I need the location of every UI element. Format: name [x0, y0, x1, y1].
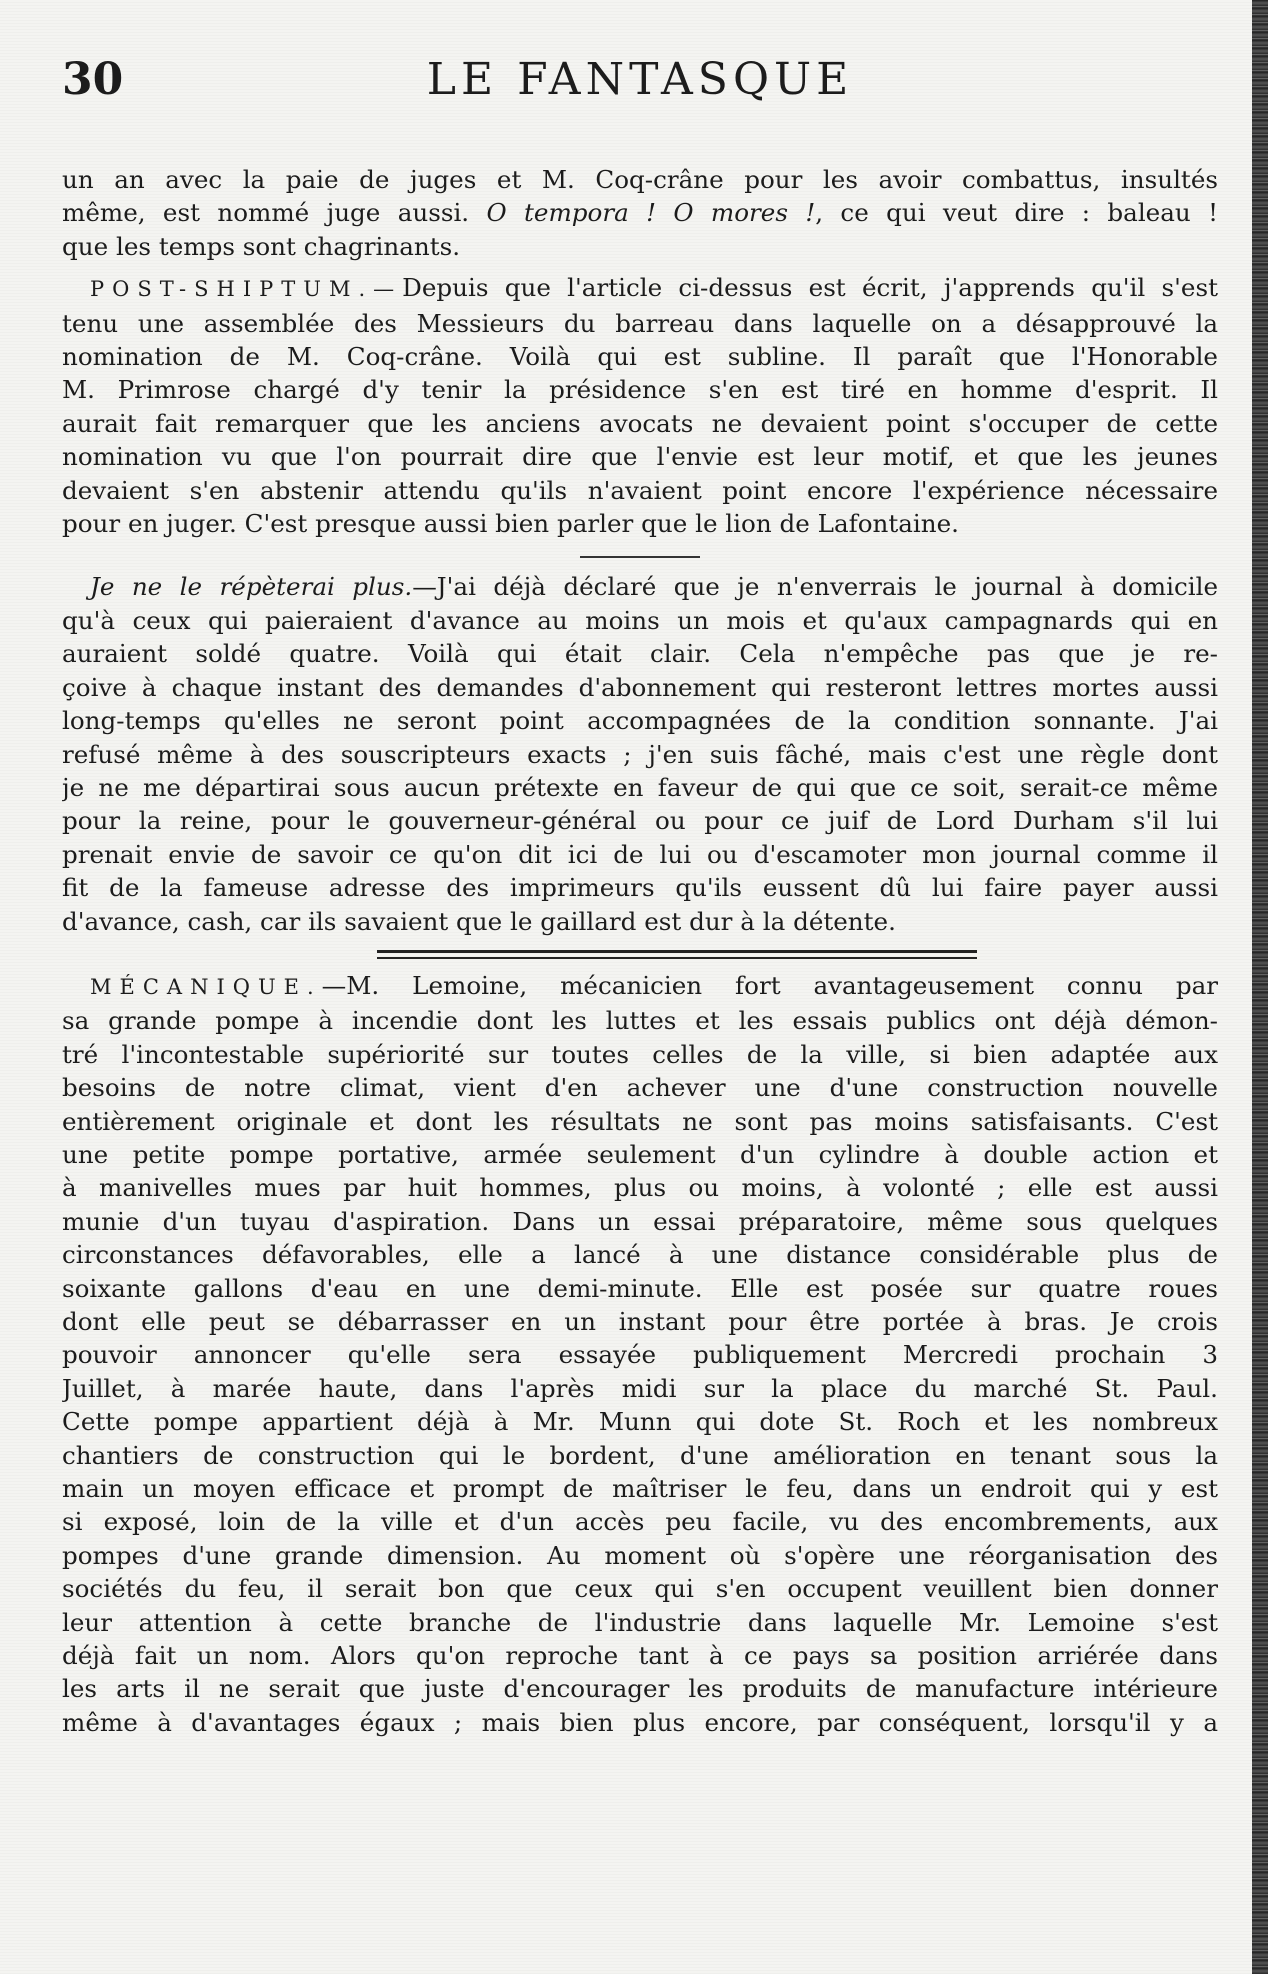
- article-line: besoins de notre climat, vient d'en achever une d'une construction nouvelle: [62, 1073, 1218, 1103]
- article-line: soixante gallons d'eau en une demi-minute. Elle est posée sur quatre roues: [62, 1273, 1218, 1303]
- page-number: 30: [62, 54, 124, 105]
- postscript-line: tenu une assemblée des Messieurs du barreau dans laquelle on a désapprouvé la: [62, 308, 1218, 338]
- article-line: pompes d'une grande dimension. Au moment où s'opère une réorganisation des: [62, 1540, 1218, 1570]
- article-line: pouvoir annoncer qu'elle sera essayée publiquement Mercredi prochain 3: [62, 1340, 1218, 1370]
- article-line: [62, 196, 1218, 229]
- postscript-line: nomination vu que l'on pourrait dire que l'envie est leur motif, et que les jeunes: [62, 442, 1218, 472]
- article-line: prenait envie de savoir ce qu'on dit ici de lui ou d'escamoter mon journal comme il: [62, 839, 1218, 869]
- article-line: long-temps qu'elles ne seront point accompagnées de la condition sonnante. J'ai: [62, 706, 1218, 736]
- article-line: les arts il ne serait que juste d'encourager les produits de manufacture intérieure: [62, 1674, 1218, 1704]
- article-line: si exposé, loin de la ville et d'un accès peu facile, vu des encombrements, aux: [62, 1507, 1218, 1537]
- article-first-line: MÉCANIQUE.—M. Lemoine, mécanicien fort avantageusement connu par: [90, 970, 1218, 1000]
- postscript-first-line: POST-SHIPTUM.—Depuis que l'article ci-dessus est écrit, j'apprends qu'il s'est: [90, 273, 1218, 303]
- section-divider: [580, 556, 700, 558]
- article-line: une petite pompe portative, armée seulement d'un cylindre à double action et: [62, 1139, 1218, 1169]
- article-line: entièrement originale et dont les résultats ne sont pas moins satisfaisants. C'est: [62, 1106, 1218, 1136]
- article-line: chantiers de construction qui le bordent, d'une amélioration en tenant sous la: [62, 1440, 1218, 1470]
- article-line: à manivelles mues par huit hommes, plus ou moins, à volonté ; elle est aussi: [62, 1173, 1218, 1203]
- article-line: Juillet, à marée haute, dans l'après midi sur la place du marché St. Paul.: [62, 1373, 1218, 1403]
- article-line: refusé même à des souscripteurs exacts ; j'en suis fâché, mais c'est une règle dont: [62, 739, 1218, 769]
- postscript-line: M. Primrose chargé d'y tenir la présidence s'en est tiré en homme d'esprit. Il: [62, 375, 1218, 405]
- article-line: Cette pompe appartient déjà à Mr. Munn qui dote St. Roch et les nombreux: [62, 1407, 1218, 1437]
- article-line: fit de la fameuse adresse des imprimeurs qu'ils eussent dû lui faire payer aussi: [62, 873, 1218, 903]
- article-line: sociétés du feu, il serait bon que ceux qui s'en occupent veuillent bien donner: [62, 1574, 1218, 1604]
- masthead-title: LE FANTASQUE: [426, 54, 854, 105]
- article-lead: MÉCANIQUE.: [90, 974, 322, 999]
- article-line: que les temps sont chagrinants.: [62, 231, 461, 261]
- article-line: çoive à chaque instant des demandes d'abonnement qui resteront lettres mortes aussi: [62, 672, 1218, 702]
- article-line: auraient soldé quatre. Voilà qui était clair. Cela n'empêche pas que je re-: [62, 639, 1218, 669]
- article-subscriptions: [62, 570, 1218, 937]
- article-line: dont elle peut se débarrasser en un instant pour être portée à bras. Je crois: [62, 1307, 1218, 1336]
- postscript: [62, 271, 1218, 540]
- page-header: [62, 0, 1218, 110]
- article-mechanics: [62, 969, 1218, 1739]
- article-line: leur attention à cette branche de l'industrie dans laquelle Mr. Lemoine s'est: [62, 1607, 1218, 1637]
- article-line-end: , ce qui veut dire : baleau !: [815, 198, 1218, 228]
- article-line: munie d'un tuyau d'aspiration. Dans un essai préparatoire, même sous quelques: [62, 1206, 1218, 1236]
- postscript-line: pour en juger. C'est presque aussi bien parler que le lion de Lafontaine.: [62, 509, 959, 539]
- article-lead: Je ne le répèterai plus.: [90, 572, 413, 602]
- postscript-lead: POST-SHIPTUM.—: [90, 277, 403, 302]
- article-line: circonstances défavorables, elle a lancé à une distance considérable plus de: [62, 1240, 1218, 1270]
- postscript-line: aurait fait remarquer que les anciens avocats ne devaient point s'occuper de cette: [62, 408, 1218, 438]
- article-line: qu'à ceux qui paieraient d'avance au moins un mois et qu'aux campagnards qui en: [62, 605, 1218, 635]
- article-line: un an avec la paie de juges et M. Coq-crâne pour les avoir combattus, insultés: [62, 165, 1218, 194]
- article-line: main un moyen efficace et prompt de maîtriser le feu, dans un endroit qui y est: [62, 1474, 1218, 1504]
- article-line: déjà fait un nom. Alors qu'on reproche tant à ce pays sa position arriérée dans: [62, 1641, 1218, 1671]
- article-line: sa grande pompe à incendie dont les luttes et les essais publics ont déjà démon-: [62, 1006, 1218, 1036]
- article-line: tré l'incontestable supériorité sur toutes celles de la ville, si bien adaptée aux: [62, 1039, 1218, 1069]
- latin-phrase: O tempora ! O mores !: [486, 198, 816, 228]
- article-first-line: Je ne le répèterai plus.—J'ai déjà déclaré que je n'enverrais le journal à domicile: [90, 572, 1218, 602]
- postscript-line: nomination de M. Coq-crâne. Voilà qui est subline. Il paraît que l'Honorable: [62, 342, 1218, 372]
- article-line: pour la reine, pour le gouverneur-général ou pour ce juif de Lord Durham s'il lui: [62, 806, 1218, 836]
- article-line: d'avance, cash, car ils savaient que le gaillard est dur à la détente.: [62, 906, 896, 936]
- double-rule-divider: [377, 950, 977, 959]
- article-line-start: même, est nommé juge aussi.: [62, 198, 470, 228]
- page-edge-shadow: [1252, 0, 1268, 1974]
- postscript-line: devaient s'en abstenir attendu qu'ils n'avaient point encore l'expérience nécessaire: [62, 475, 1218, 505]
- article-judges: [62, 163, 1218, 263]
- article-line: même à d'avantages égaux ; mais bien plus encore, par conséquent, lorsqu'il y a: [62, 1707, 1218, 1737]
- article-line: je ne me départirai sous aucun prétexte en faveur de qui que ce soit, serait-ce même: [62, 772, 1218, 802]
